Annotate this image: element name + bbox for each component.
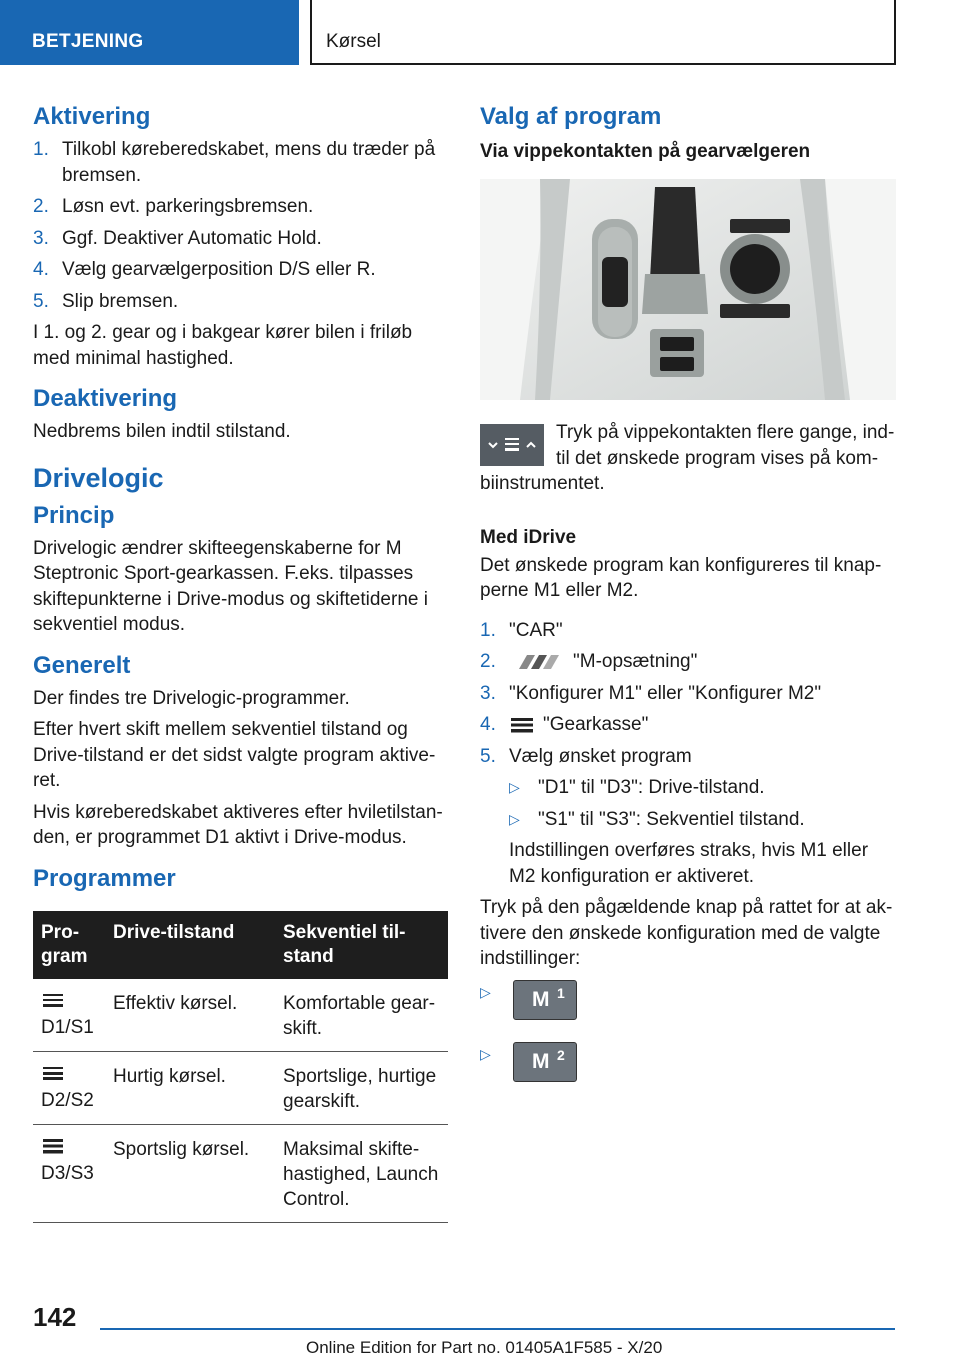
list-item: 4. Vælg gearvælgerposition D/S eller R. bbox=[33, 259, 376, 280]
programmer-heading: Programmer bbox=[33, 864, 176, 892]
list-item: 1. Tilkobl køreberedskabet, mens du træder på bremsen. bbox=[33, 139, 436, 186]
valg-heading: Valg af program bbox=[480, 103, 662, 130]
footer-divider bbox=[100, 1328, 895, 1330]
table-cell-program: D3/S3 bbox=[33, 1124, 105, 1222]
gear-selector-illustration bbox=[480, 179, 896, 400]
m1-button-icon: M 1 bbox=[513, 980, 577, 1020]
program-d3-icon bbox=[41, 1137, 65, 1155]
drivelogic-heading: Drivelogic bbox=[33, 462, 164, 493]
list-item: 4. "Gearkasse" bbox=[480, 714, 649, 735]
header-chapter-label: Kørsel bbox=[326, 31, 381, 52]
idrive-text: Det ønskede program kan konfigureres til knapperne M1 eller M2. bbox=[480, 554, 882, 601]
generelt-text-3: Hvis køreberedskabet aktiveres efter hviletilstanden, er programmet D1 aktivt i Drive-modus. bbox=[33, 801, 443, 848]
header-chapter-box bbox=[310, 0, 896, 65]
header-section-label: BETJENING bbox=[32, 31, 144, 52]
aktivering-note: I 1. og 2. gear og i bakgear kører bilen i friløb med minimal hastighed. bbox=[33, 322, 413, 369]
aktivering-heading: Aktivering bbox=[33, 103, 151, 130]
table-row bbox=[33, 979, 448, 1052]
deaktivering-text: Nedbrems bilen indtil stilstand. bbox=[33, 421, 291, 442]
triangle-bullet-icon: ▷ bbox=[509, 810, 520, 827]
table-header-program: Program bbox=[33, 911, 105, 979]
header-section-tab bbox=[0, 0, 299, 65]
program-d2-icon bbox=[41, 1064, 65, 1082]
aktivering-steps bbox=[33, 137, 448, 314]
generelt-heading: Generelt bbox=[33, 651, 131, 679]
triangle-bullet-icon: ▷ bbox=[480, 983, 491, 1000]
footer-edition: Online Edition for Part no. 01405A1F585 - X/20 bbox=[306, 1338, 663, 1357]
list-item: ▷ "S1" til "S3": Sekventiel tilstand. bbox=[509, 807, 896, 833]
page-number: 142 bbox=[33, 1302, 77, 1332]
table-cell-drive: Hurtig kørsel. bbox=[105, 1051, 275, 1124]
deaktivering-heading: Deaktivering bbox=[33, 385, 178, 412]
idrive-subheading: Med iDrive bbox=[480, 526, 577, 548]
gearbox-lines-icon bbox=[509, 716, 535, 734]
table-cell-program: D2/S2 bbox=[33, 1051, 105, 1124]
program-sub-steps bbox=[509, 775, 896, 832]
vippe-text: Tryk på vippekontakten flere gange, indtil det ønskede program vises på kombiinstrumentet. bbox=[480, 422, 895, 494]
right-column bbox=[480, 100, 896, 1096]
final-text: Tryk på den pågældende knap på rattet for at aktivere den ønskede konfiguration med de valgte indstillinger: bbox=[480, 897, 893, 969]
m-stripes-icon bbox=[511, 653, 567, 671]
list-item: 2. "M-opsætning" bbox=[480, 651, 698, 672]
rocker-switch-icon bbox=[480, 424, 544, 466]
triangle-bullet-icon: ▷ bbox=[480, 1045, 491, 1062]
generelt-text-1: Der findes tre Drivelogic-programmer. bbox=[33, 687, 350, 709]
list-item: 5. Slip bremsen. bbox=[33, 290, 179, 312]
vippe-subheading: Via vippekontakten på gearvælgeren bbox=[480, 141, 811, 162]
list-item: 3. "Konfigurer M1" eller "Konfigurer M2" bbox=[480, 682, 822, 704]
list-item: 3. Ggf. Deaktiver Automatic Hold. bbox=[33, 227, 322, 249]
list-item: 5. Vælg ønsket program ▷ "D1" til "D3": Drive-tilstand. ▷ "S1" til "S3": Sekventiel tilstand. Indstillingen overføres straks, hvis M1 eller M2 konfiguration er aktiveret. bbox=[480, 744, 896, 890]
list-item bbox=[480, 1042, 896, 1090]
table-cell-sequential: Maksimal skiftehastighed, Launch Control. bbox=[275, 1124, 448, 1222]
list-item bbox=[480, 980, 896, 1028]
table-cell-program: D1/S1 bbox=[33, 979, 105, 1052]
table-header-sequential: Sekventiel tilstand bbox=[275, 911, 448, 979]
m-button-list bbox=[480, 980, 896, 1090]
list-item: 1. "CAR" bbox=[480, 619, 563, 641]
program-d1-icon bbox=[41, 991, 65, 1009]
sub-note: Indstillingen overføres straks, hvis M1 eller M2 konfiguration er aktiveret. bbox=[509, 840, 869, 887]
princip-heading: Princip bbox=[33, 501, 115, 529]
table-header-drive: Drive-tilstand bbox=[105, 911, 275, 979]
list-item: 2. Løsn evt. parkeringsbremsen. bbox=[33, 196, 314, 217]
table-cell-sequential: Sportslige, hurtige gearskift. bbox=[275, 1051, 448, 1124]
triangle-bullet-icon: ▷ bbox=[509, 779, 520, 795]
table-cell-drive: Sportslig kørsel. bbox=[105, 1124, 275, 1222]
princip-text: Drivelogic ændrer skifteegenskaberne for M Steptronic Sport-gearkassen. F.eks. tilpasses skiftepunkterne i Drive-modus og skiftetiderne i sekventiel modus. bbox=[33, 537, 428, 635]
m2-button-icon: M 2 bbox=[513, 1042, 577, 1082]
list-item: ▷ "D1" til "D3": Drive-tilstand. bbox=[509, 775, 896, 801]
table-header-row bbox=[33, 911, 448, 979]
gear-selector-photo bbox=[480, 179, 896, 400]
idrive-steps bbox=[480, 618, 896, 890]
left-column bbox=[33, 100, 448, 1223]
table-cell-sequential: Komfortable gearskift. bbox=[275, 979, 448, 1052]
programs-table bbox=[33, 911, 448, 1223]
table-row bbox=[33, 1124, 448, 1222]
generelt-text-2: Efter hvert skift mellem sekventiel tilstand og Drive-tilstand er det sidst valgte program aktiveret. bbox=[33, 719, 436, 791]
table-cell-drive: Effektiv kørsel. bbox=[105, 979, 275, 1052]
table-row bbox=[33, 1051, 448, 1124]
